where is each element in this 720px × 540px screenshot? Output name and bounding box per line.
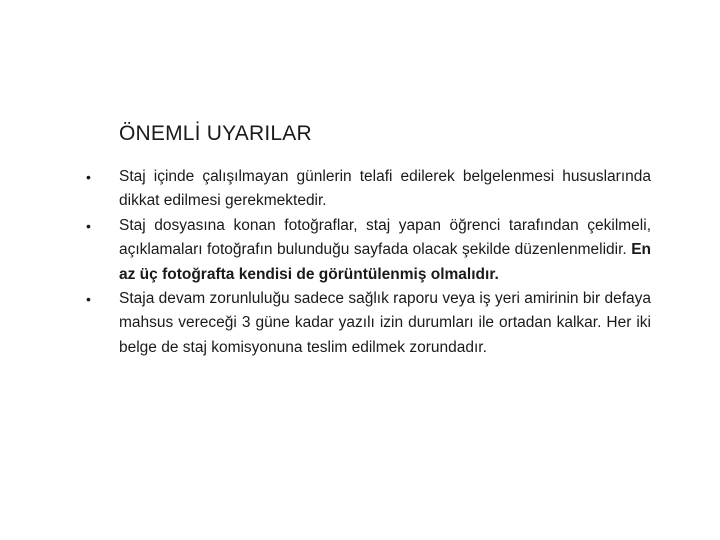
list-item-text: Staj dosyasına konan fotoğraflar, staj yapan öğrenci tarafından çekilmeli, açıklamaları fotoğrafın bulunduğu sayfada olacak şekilde düzenlenmelidir. [119, 216, 651, 259]
bullet-icon: • [86, 169, 91, 185]
list-item-text: Staja devam zorunluluğu sadece sağlık raporu veya iş yeri amirinin bir defaya mahsus vereceği 3 güne kadar yazılı izin durumları ile ortadan kalkar. Her iki belge de staj komisyonuna teslim edilmek zorundadır. [119, 290, 651, 356]
slide-title: ÖNEMLİ UYARILAR [119, 122, 312, 145]
list-item [86, 165, 651, 214]
list-item [86, 287, 651, 360]
bullet-icon: • [86, 217, 91, 234]
list-item-emphasis: En az üç fotoğrafta kendisi de görüntülenmiş olmalıdır. [119, 241, 651, 283]
bullet-icon: • [86, 291, 91, 308]
list-item-text: Staj içinde çalışılmayan günlerin telafi edilerek belgelenmesi hususlarında dikkat edilmesi gerekmektedir. [119, 168, 651, 210]
list-item [86, 214, 651, 287]
warning-list [86, 165, 651, 360]
